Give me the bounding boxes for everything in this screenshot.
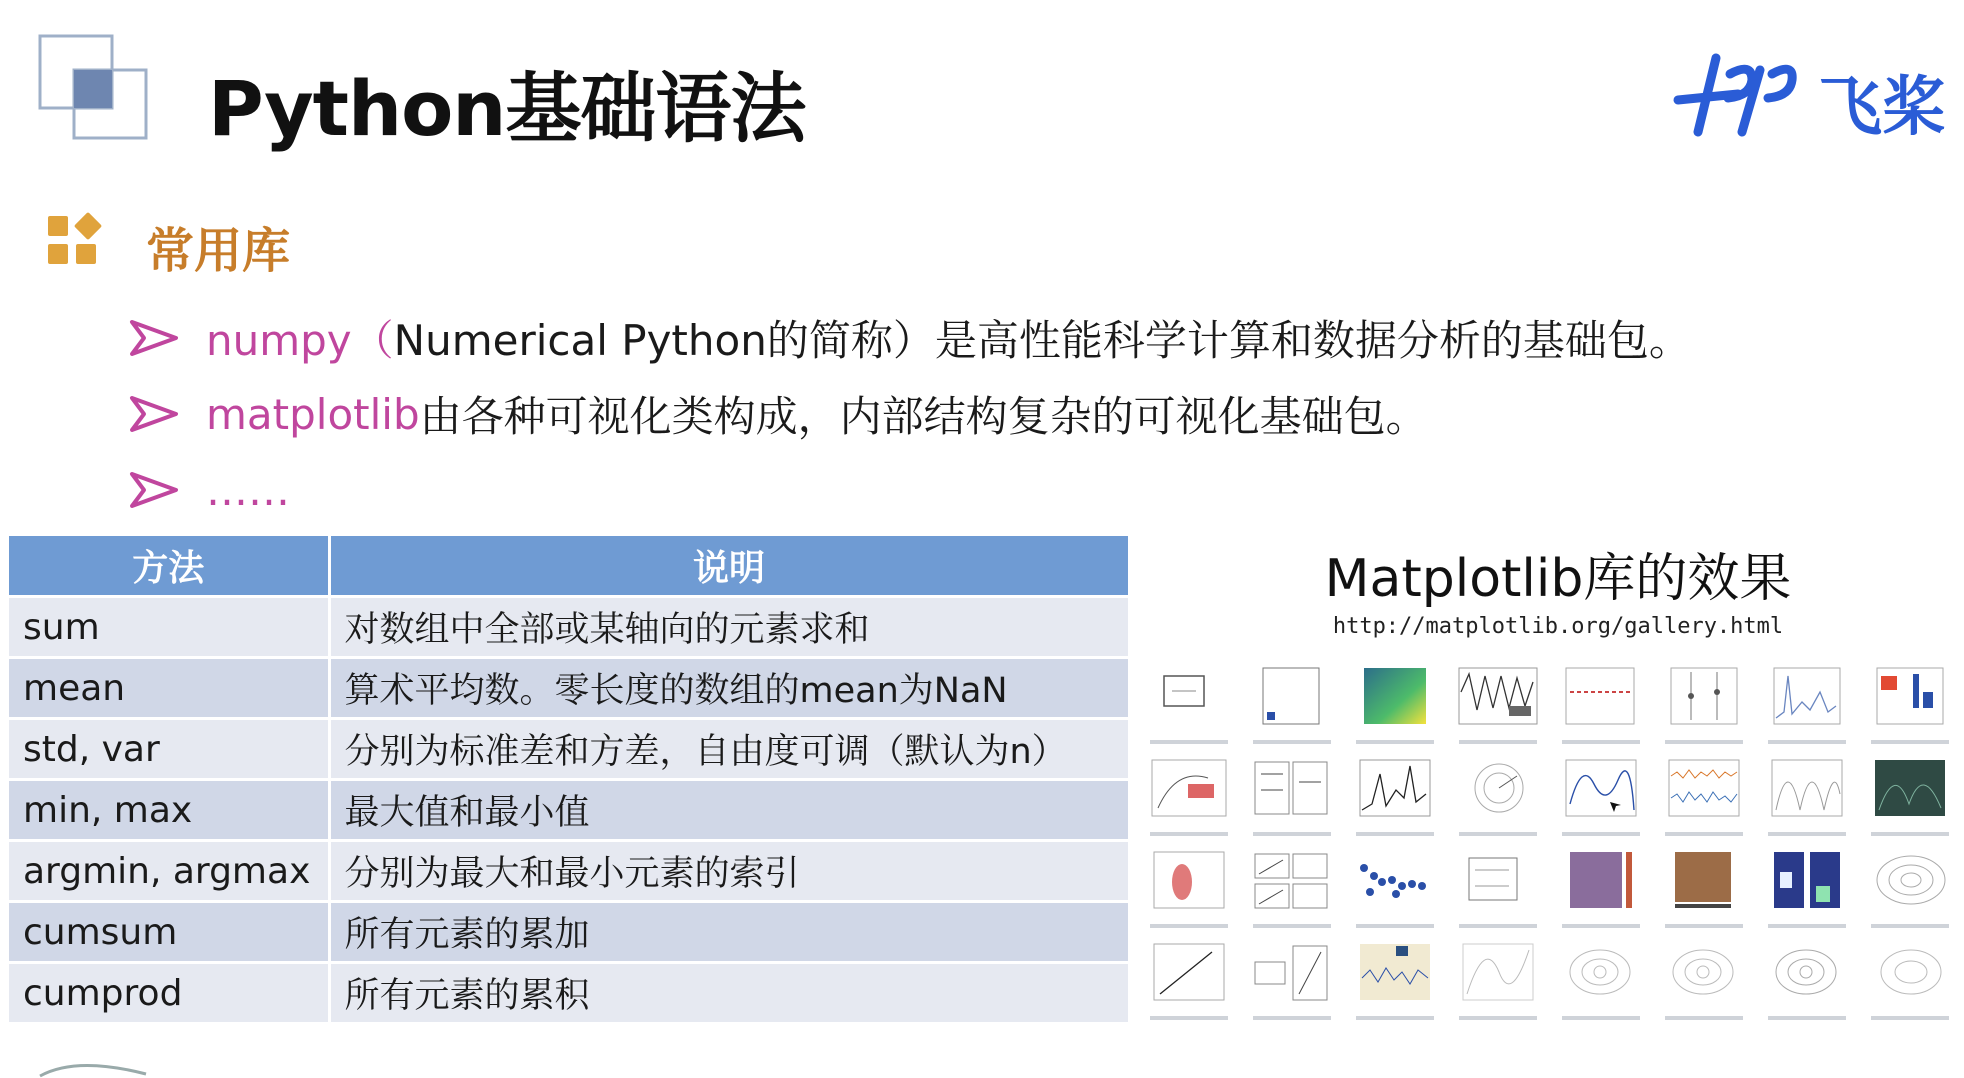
table-row xyxy=(9,780,1129,841)
gallery-thumbnail xyxy=(1861,932,1961,1024)
gallery-thumbnail xyxy=(1140,932,1240,1024)
gallery-thumbnail xyxy=(1552,932,1652,1024)
table-header-method: 方法 xyxy=(9,536,329,597)
gallery-thumbnail-grid xyxy=(1140,656,1964,1028)
table-row xyxy=(9,841,1129,902)
table-row xyxy=(9,597,1129,658)
description-cell: 最大值和最小值 xyxy=(329,780,1129,841)
bullet-keyword: …… xyxy=(206,465,290,515)
bullet-keyword: matplotlib xyxy=(206,389,420,439)
method-cell: std, var xyxy=(9,719,329,780)
table-row xyxy=(9,658,1129,719)
arrow-bullet-icon xyxy=(128,470,184,510)
gallery-thumbnail xyxy=(1655,932,1755,1024)
table-row xyxy=(9,963,1129,1024)
decorative-squares-icon xyxy=(38,34,150,142)
gallery-thumbnail xyxy=(1346,840,1446,932)
description-cell: 分别为最大和最小元素的索引 xyxy=(329,841,1129,902)
gallery-thumbnail xyxy=(1243,748,1343,840)
gallery-thumbnail xyxy=(1449,748,1549,840)
gallery-thumbnail xyxy=(1449,656,1549,748)
gallery-url: http://matplotlib.org/gallery.html xyxy=(1332,614,1784,639)
gallery-thumbnail xyxy=(1449,932,1549,1024)
gallery-thumbnail xyxy=(1861,840,1961,932)
gallery-thumbnail xyxy=(1140,748,1240,840)
description-cell: 算术平均数。零长度的数组的mean为NaN xyxy=(329,658,1129,719)
arrow-bullet-icon xyxy=(128,394,184,434)
gallery-thumbnail xyxy=(1552,656,1652,748)
description-cell: 分别为标准差和方差，自由度可调（默认为n） xyxy=(329,719,1129,780)
method-cell: min, max xyxy=(9,780,329,841)
bullet-list xyxy=(128,300,1691,528)
table-row xyxy=(9,902,1129,963)
page-title: Python基础语法 xyxy=(208,64,806,153)
cropped-bottom-decoration xyxy=(36,1060,156,1078)
gallery-thumbnail xyxy=(1140,656,1240,748)
gallery-thumbnail xyxy=(1758,840,1858,932)
method-cell: cumsum xyxy=(9,902,329,963)
gallery-thumbnail xyxy=(1655,748,1755,840)
gallery-thumbnail xyxy=(1346,656,1446,748)
gallery-thumbnail xyxy=(1758,656,1858,748)
gallery-thumbnail xyxy=(1243,656,1343,748)
method-cell: sum xyxy=(9,597,329,658)
table-row xyxy=(9,719,1129,780)
section-grid-icon xyxy=(46,212,102,268)
gallery-thumbnail xyxy=(1346,748,1446,840)
method-cell: cumprod xyxy=(9,963,329,1024)
description-cell: 对数组中全部或某轴向的元素求和 xyxy=(329,597,1129,658)
bullet-keyword: numpy（ xyxy=(206,316,394,365)
gallery-thumbnail xyxy=(1861,748,1961,840)
gallery-thumbnail xyxy=(1758,932,1858,1024)
arrow-bullet-icon xyxy=(128,318,184,358)
gallery-thumbnail xyxy=(1346,932,1446,1024)
brand-name: 飞桨 xyxy=(1818,71,1946,145)
gallery-thumbnail xyxy=(1552,748,1652,840)
bullet-text: 由各种可视化类构成，内部结构复杂的可视化基础包。 xyxy=(419,392,1428,441)
gallery-thumbnail xyxy=(1243,840,1343,932)
bullet-item-matplotlib xyxy=(128,376,1691,452)
gallery-thumbnail xyxy=(1758,748,1858,840)
bullet-item-numpy xyxy=(128,300,1691,376)
description-cell: 所有元素的累加 xyxy=(329,902,1129,963)
gallery-thumbnail xyxy=(1140,840,1240,932)
method-cell: argmin, argmax xyxy=(9,841,329,902)
gallery-thumbnail xyxy=(1449,840,1549,932)
description-cell: 所有元素的累积 xyxy=(329,963,1129,1024)
bullet-text: Numerical Python的简称）是高性能科学计算和数据分析的基础包。 xyxy=(393,316,1691,365)
gallery-thumbnail xyxy=(1243,932,1343,1024)
paddle-brand-logo xyxy=(1668,48,1946,145)
table-header-description: 说明 xyxy=(329,536,1129,597)
gallery-thumbnail xyxy=(1655,656,1755,748)
gallery-thumbnail xyxy=(1655,840,1755,932)
table-header-row xyxy=(9,536,1129,597)
gallery-thumbnail xyxy=(1861,656,1961,748)
gallery-title: Matplotlib库的效果 xyxy=(1324,549,1792,609)
methods-table xyxy=(9,536,1131,1025)
method-cell: mean xyxy=(9,658,329,719)
gallery-thumbnail xyxy=(1552,840,1652,932)
section-title: 常用库 xyxy=(146,223,291,279)
bullet-item-ellipsis xyxy=(128,452,1691,528)
